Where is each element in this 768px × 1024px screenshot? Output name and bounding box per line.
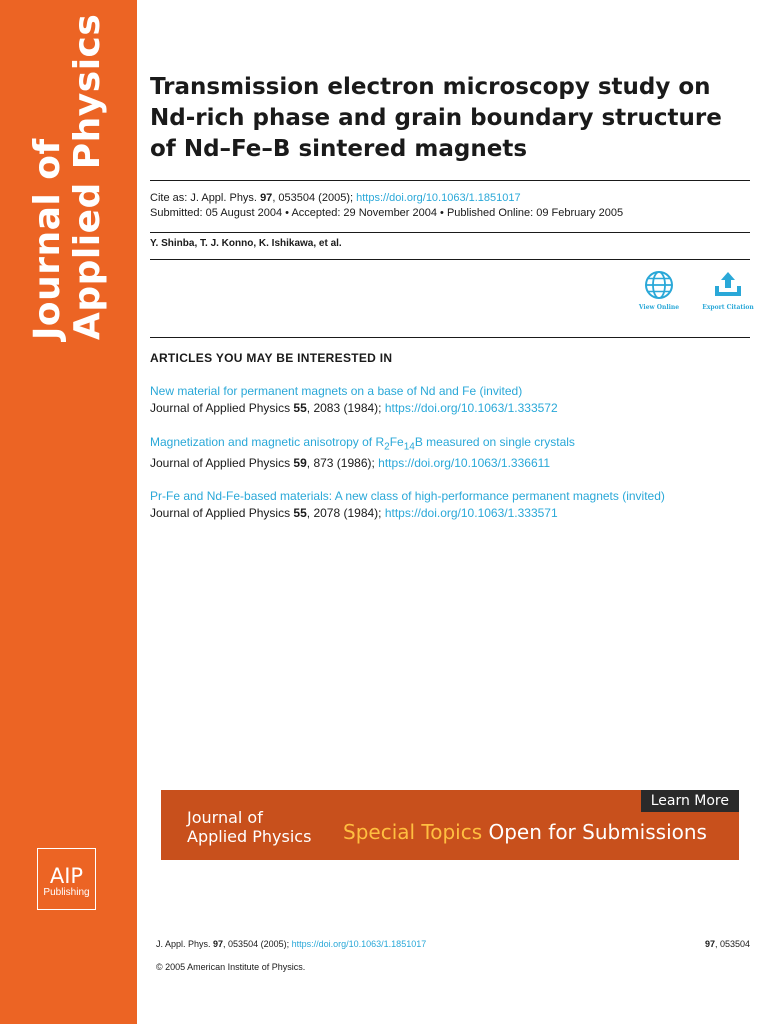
export-citation-label: Export Citation (702, 304, 754, 311)
ref-journal: Journal of Applied Physics (150, 456, 294, 471)
title-part: Fe (389, 435, 404, 449)
related-article-title[interactable]: New material for permanent magnets on a base of Nd and Fe (invited) (150, 384, 523, 398)
footer-cite-volume: 97 (213, 939, 224, 949)
ref-doi-link[interactable]: https://doi.org/10.1063/1.336611 (378, 456, 551, 471)
logo-text-aip: AIP (49, 864, 84, 888)
authors[interactable]: Y. Shinba, T. J. Konno, K. Ishikawa, et al. (150, 238, 342, 249)
journal-name-vertical (27, 13, 108, 340)
related-article-title[interactable] (150, 434, 750, 455)
related-article (150, 434, 750, 472)
related-article-title[interactable]: Pr-Fe and Nd-Fe-based materials: A new class of high-performance permanent magnets (invited) (150, 489, 665, 503)
view-online-label: View Online (638, 304, 680, 311)
copyright: © 2005 American Institute of Physics. (156, 962, 306, 972)
footer-page-id (705, 938, 750, 950)
footer-right-rest: , 053504 (714, 939, 750, 949)
aip-publishing-logo[interactable] (37, 848, 96, 910)
ref-rest: , 873 (1986); (306, 456, 379, 471)
title-part: B measured on single crystals (414, 435, 575, 449)
related-article-reference (150, 455, 750, 472)
title-subscript: 14 (403, 441, 415, 453)
title-subscript: 2 (384, 441, 390, 453)
divider (150, 337, 750, 338)
export-citation-button[interactable] (698, 270, 758, 311)
logo-text-publishing: Publishing (43, 887, 90, 898)
cite-doi-link[interactable]: https://doi.org/10.1063/1.1851017 (356, 192, 521, 204)
ref-journal: Journal of Applied Physics (150, 401, 294, 415)
ref-rest: , 2083 (1984); (306, 401, 385, 415)
cite-prefix: Cite as: J. Appl. Phys. (150, 192, 261, 204)
divider (150, 180, 750, 181)
banner-special-topics: Special Topics (343, 820, 483, 844)
footer-right-volume: 97 (704, 939, 715, 949)
related-article (150, 383, 750, 417)
ref-doi-link[interactable]: https://doi.org/10.1063/1.333571 (384, 506, 558, 520)
ref-volume: 55 (293, 401, 307, 415)
divider (150, 232, 750, 233)
journal-name-line2: Applied Physics (67, 13, 108, 340)
footer-citation (156, 938, 750, 950)
ref-volume: 59 (293, 456, 307, 471)
publication-dates: Submitted: 05 August 2004 • Accepted: 29 November 2004 • Published Online: 09 February 2005 (150, 207, 624, 219)
ref-doi-link[interactable]: https://doi.org/10.1063/1.333572 (384, 401, 558, 415)
export-icon (711, 270, 745, 300)
title-part: Magnetization and magnetic anisotropy of R (150, 435, 385, 449)
related-article-reference (150, 505, 750, 522)
cite-volume: 97 (260, 192, 273, 204)
footer-cite-rest: , 053504 (2005); (223, 939, 292, 949)
globe-icon (644, 270, 674, 300)
ref-journal: Journal of Applied Physics (150, 506, 294, 520)
related-article-reference (150, 400, 750, 417)
related-article (150, 488, 750, 522)
ref-rest: , 2078 (1984); (306, 506, 385, 520)
citation-line (150, 191, 521, 205)
article-title: Transmission electron microscopy study on Nd-rich phase and grain boundary structure of Nd–Fe–B sintered magnets (150, 74, 722, 162)
divider (150, 259, 750, 260)
cite-rest: , 053504 (2005); (272, 192, 357, 204)
banner-journal-name (187, 808, 311, 846)
footer-doi-link[interactable]: https://doi.org/10.1063/1.1851017 (291, 939, 427, 949)
banner-line1: Journal of (187, 808, 263, 827)
footer-cite-prefix: J. Appl. Phys. (156, 939, 214, 949)
journal-sidebar (0, 0, 137, 1024)
banner-line2: Applied Physics (187, 827, 312, 846)
special-topics-banner[interactable] (161, 790, 739, 860)
ref-volume: 55 (293, 506, 307, 520)
journal-name-line1: Journal of (27, 138, 68, 340)
banner-open-submissions: Open for Submissions (482, 820, 707, 844)
banner-headline (343, 820, 707, 844)
view-online-button[interactable] (629, 270, 689, 311)
related-articles-heading: ARTICLES YOU MAY BE INTERESTED IN (150, 351, 393, 365)
learn-more-button[interactable]: Learn More (641, 790, 739, 812)
